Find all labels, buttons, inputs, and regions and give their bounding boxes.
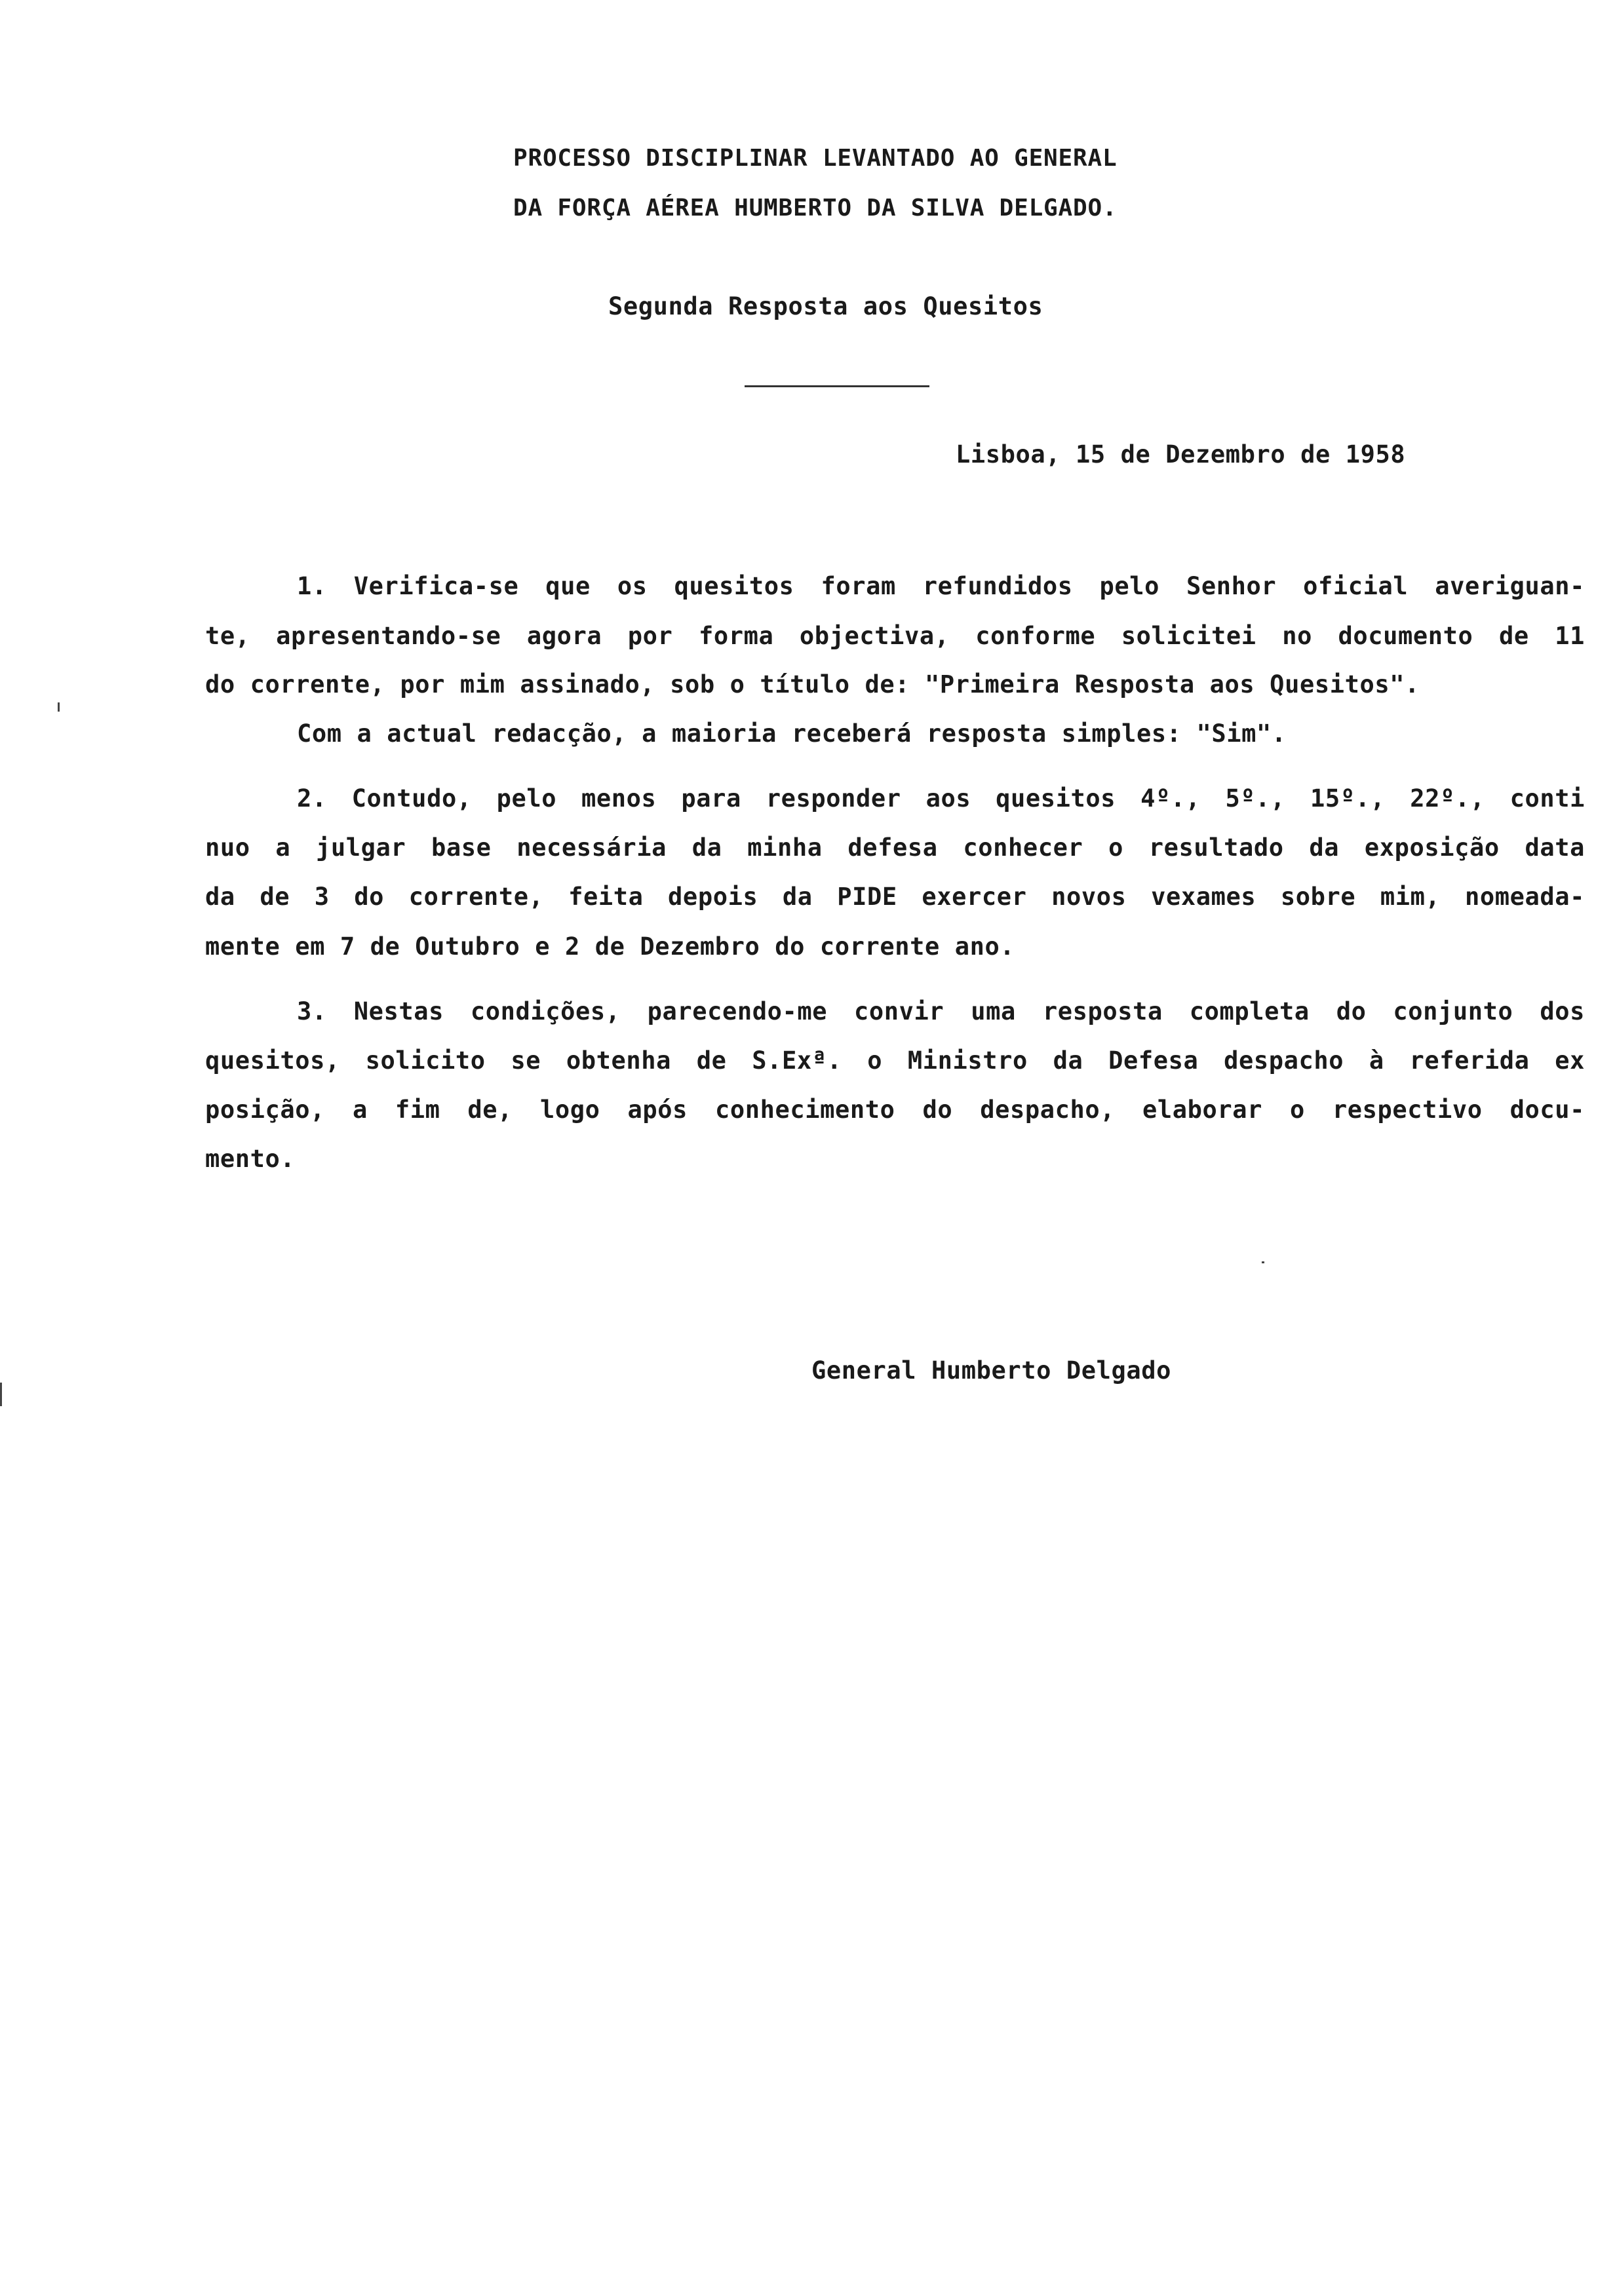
signature: General Humberto Delgado bbox=[811, 1356, 1172, 1385]
paragraph-2-line-4: mente em 7 de Outubro e 2 de Dezembro do corrente ano. bbox=[205, 932, 1015, 961]
header-line-2: DA FORÇA AÉREA HUMBERTO DA SILVA DELGADO. bbox=[513, 195, 1118, 221]
paragraph-2-line-3: da de 3 do corrente, feita depois da PIDE exercer novos vexames sobre mim, nomeada- bbox=[205, 883, 1585, 911]
scan-speck bbox=[0, 1383, 2, 1406]
paragraph-3-line-1: 3. Nestas condições, parecendo-me convir uma resposta completa do conjunto dos bbox=[297, 997, 1585, 1025]
paragraph-2-line-1: 2. Contudo, pelo menos para responder aos quesitos 4º., 5º., 15º., 22º., conti bbox=[297, 784, 1585, 813]
paragraph-1-line-1: 1. Verifica-se que os quesitos foram refundidos pelo Senhor oficial averiguan- bbox=[297, 572, 1585, 600]
paragraph-2-line-2: nuo a julgar base necessária da minha defesa conhecer o resultado da exposição data bbox=[205, 833, 1585, 862]
document-subtitle: Segunda Resposta aos Quesitos bbox=[608, 292, 1043, 320]
separator-rule bbox=[745, 385, 929, 387]
paragraph-1b-line-1: Com a actual redacção, a maioria receberá resposta simples: "Sim". bbox=[297, 719, 1287, 748]
date-line: Lisboa, 15 de Dezembro de 1958 bbox=[956, 440, 1406, 469]
paragraph-3-line-3: posição, a fim de, logo após conhecimento do despacho, elaborar o respectivo docu- bbox=[205, 1096, 1585, 1124]
paragraph-1-line-3: do corrente, por mim assinado, sob o título de: "Primeira Resposta aos Quesitos". bbox=[205, 670, 1420, 698]
paragraph-3-line-4: mento. bbox=[205, 1145, 296, 1173]
scan-speck bbox=[58, 702, 60, 712]
scan-speck bbox=[1262, 1261, 1264, 1263]
header-line-1: PROCESSO DISCIPLINAR LEVANTADO AO GENERAL bbox=[513, 145, 1118, 172]
paragraph-3-line-2: quesitos, solicito se obtenha de S.Exª. o Ministro da Defesa despacho à referida ex bbox=[205, 1046, 1585, 1075]
paragraph-1-line-2: te, apresentando-se agora por forma objectiva, conforme solicitei no documento de 11 bbox=[205, 622, 1585, 650]
